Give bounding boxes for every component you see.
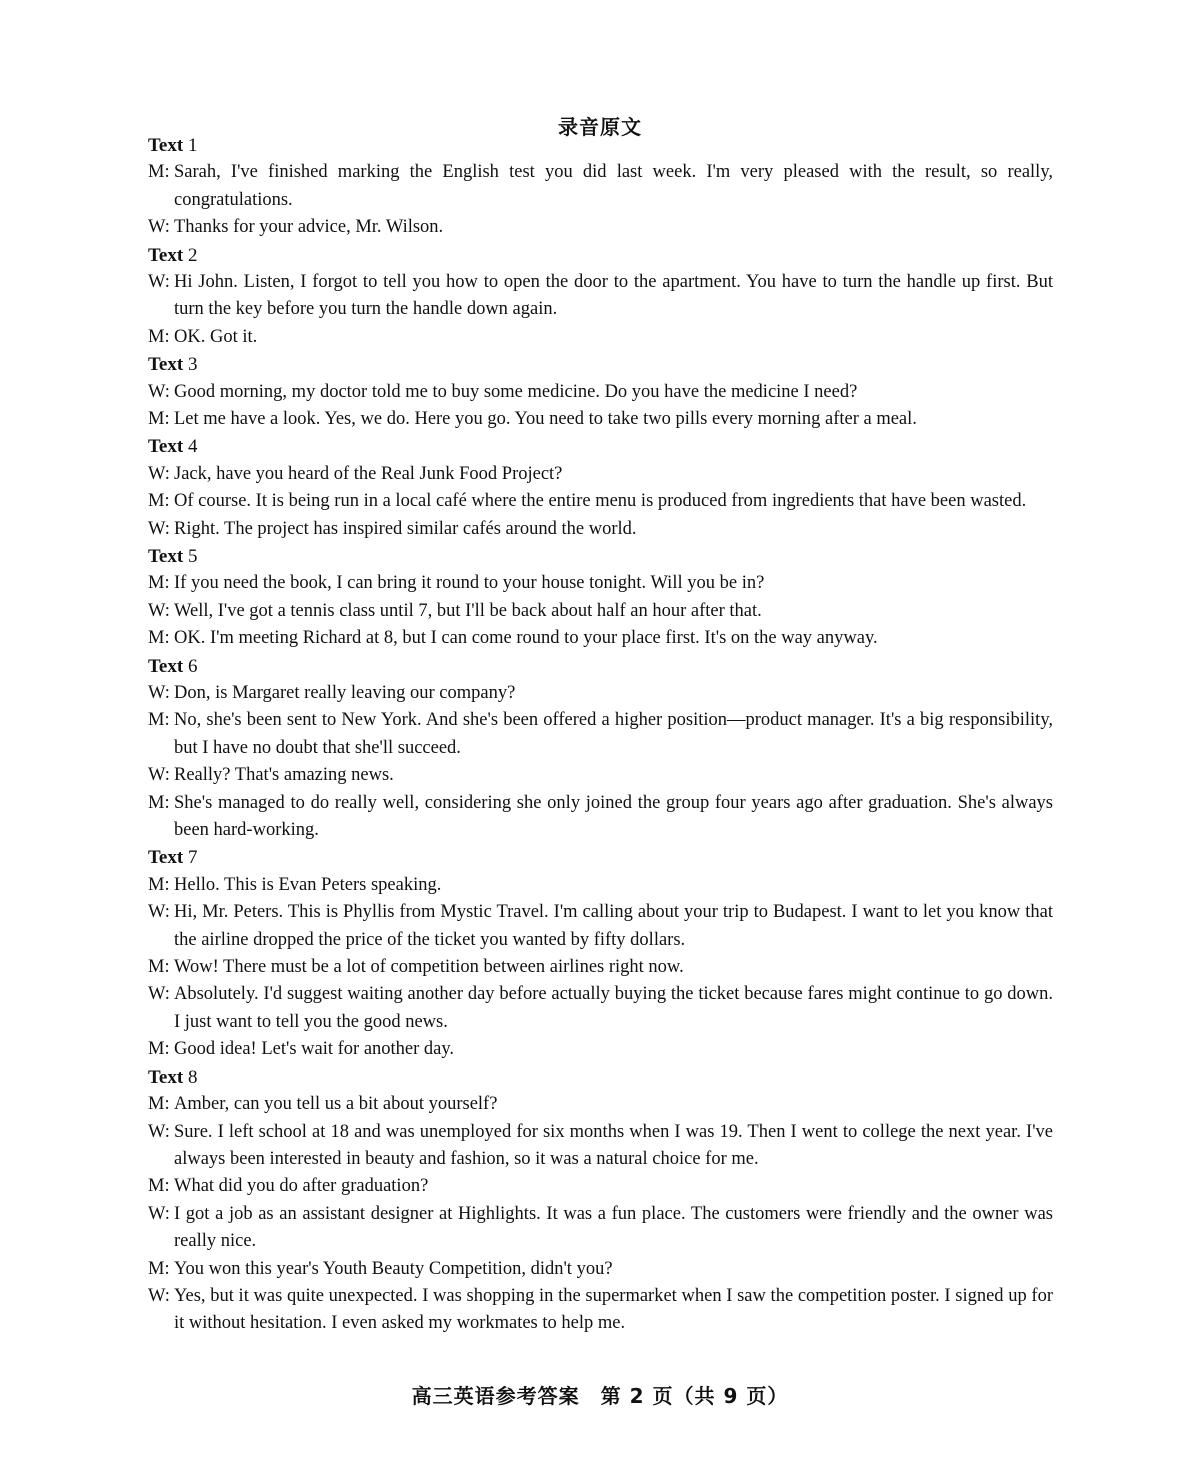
dialogue-text: Jack, have you heard of the Real Junk Food Project?	[174, 463, 563, 484]
dialogue-line	[148, 899, 1053, 954]
dialogue-text: Hello. This is Evan Peters speaking.	[174, 874, 442, 895]
section-heading	[148, 132, 1053, 159]
dialogue-text: No, she's been sent to New York. And she's been offered a higher position—product manager. It's a big responsibility, but I have no doubt that she'll succeed.	[174, 710, 1053, 758]
speaker-label: M:	[148, 792, 170, 813]
section-number: 6	[187, 655, 198, 677]
section-heading	[148, 1064, 1053, 1091]
speaker-label: W:	[148, 381, 170, 402]
section-heading-word: Text	[148, 244, 184, 266]
dialogue-text: Good morning, my doctor told me to buy some medicine. Do you have the medicine I need?	[174, 381, 858, 402]
text-section	[148, 653, 1053, 845]
dialogue-text: Hi John. Listen, I forgot to tell you how to open the door to the apartment. You have to turn the handle up first. But turn the key before you turn the handle down again.	[174, 272, 1053, 320]
speaker-label: M:	[148, 1094, 170, 1115]
section-number: 1	[187, 135, 198, 156]
dialogue-text: Hi, Mr. Peters. This is Phyllis from Mystic Travel. I'm calling about your trip to Budapest. I want to let you know that the airline dropped the price of the ticket you wanted by fifty dollars.	[174, 902, 1053, 950]
dialogue-line	[148, 1036, 1053, 1063]
speaker-label: W:	[148, 902, 170, 923]
dialogue-line	[148, 570, 1053, 597]
dialogue-line	[148, 1173, 1053, 1200]
section-number: 3	[187, 354, 198, 376]
dialogue-line	[148, 516, 1053, 543]
speaker-label: M:	[148, 1258, 170, 1279]
speaker-label: M:	[148, 162, 170, 183]
speaker-label: W:	[148, 518, 170, 539]
dialogue-text: Good idea! Let's wait for another day.	[174, 1039, 455, 1060]
dialogue-line	[148, 680, 1053, 707]
dialogue-text: Don, is Margaret really leaving our company?	[174, 683, 516, 704]
dialogue-text: Of course. It is being run in a local café where the entire menu is produced from ingredients that have been wasted.	[174, 491, 1027, 512]
dialogue-text: Sarah, I've finished marking the English test you did last week. I'm very pleased with the result, so really, congratulations.	[174, 162, 1053, 210]
dialogue-text: Let me have a look. Yes, we do. Here you go. You need to take two pills every morning after a meal.	[174, 409, 917, 430]
dialogue-text: OK. I'm meeting Richard at 8, but I can come round to your place first. It's on the way anyway.	[174, 628, 878, 649]
speaker-label: M:	[148, 326, 170, 347]
speaker-label: W:	[148, 984, 170, 1005]
speaker-label: W:	[148, 1285, 170, 1306]
dialogue-line	[148, 1201, 1053, 1256]
speaker-label: M:	[148, 409, 170, 430]
speaker-label: W:	[148, 765, 170, 786]
dialogue-line	[148, 379, 1053, 406]
speaker-label: W:	[148, 272, 170, 292]
dialogue-line	[148, 269, 1053, 324]
dialogue-line	[148, 625, 1053, 652]
dialogue-text: Really? That's amazing news.	[174, 765, 394, 786]
section-heading	[148, 242, 1053, 269]
dialogue-line	[148, 872, 1053, 899]
speaker-label: M:	[148, 957, 170, 978]
speaker-label: W:	[148, 683, 170, 704]
section-heading-word: Text	[148, 655, 184, 677]
speaker-label: W:	[148, 600, 170, 621]
dialogue-text: Well, I've got a tennis class until 7, but I'll be back about half an hour after that.	[174, 600, 762, 621]
text-section	[148, 351, 1053, 433]
text-section	[148, 242, 1053, 352]
dialogue-line	[148, 790, 1053, 845]
dialogue-line	[148, 598, 1053, 625]
speaker-label: M:	[148, 710, 170, 731]
text-section	[148, 543, 1053, 653]
text-section	[148, 844, 1053, 1063]
dialogue-text: If you need the book, I can bring it round to your house tonight. Will you be in?	[174, 573, 765, 594]
dialogue-text: Wow! There must be a lot of competition between airlines right now.	[174, 957, 684, 978]
speaker-label: M:	[148, 628, 170, 649]
page-title: 录音原文	[558, 115, 642, 139]
dialogue-text: Sure. I left school at 18 and was unemployed for six months when I was 19. Then I went to college the next year. I've always been interested in beauty and fashion, so it was a natural choice for me.	[174, 1121, 1053, 1169]
dialogue-text: You won this year's Youth Beauty Competition, didn't you?	[174, 1258, 613, 1279]
page-footer: 高三英语参考答案 第 2 页（共 9 页）	[411, 1384, 789, 1408]
dialogue-line	[148, 1256, 1053, 1283]
section-number: 4	[187, 436, 198, 458]
dialogue-line	[148, 1119, 1053, 1174]
speaker-label: M:	[148, 573, 170, 594]
speaker-label: M:	[148, 491, 170, 512]
dialogue-text: She's managed to do really well, considering she only joined the group four years ago after graduation. She's always been hard-working.	[174, 792, 1053, 841]
section-heading-word: Text	[148, 847, 184, 869]
dialogue-line	[148, 159, 1053, 214]
section-heading-word: Text	[148, 135, 184, 156]
speaker-label: M:	[148, 874, 170, 895]
dialogue-text: Yes, but it was quite unexpected. I was shopping in the supermarket when I saw the competition poster. I signed up for it without hesitation. I even asked my workmates to help me.	[174, 1285, 1053, 1334]
section-heading-word: Text	[148, 546, 184, 568]
speaker-label: W:	[148, 463, 170, 484]
section-number: 2	[187, 244, 198, 266]
dialogue-line	[148, 762, 1053, 789]
dialogue-text: I got a job as an assistant designer at Highlights. It was a fun place. The customers were friendly and the owner was really nice.	[174, 1203, 1053, 1252]
text-section	[148, 433, 1053, 543]
dialogue-line	[148, 214, 1053, 241]
section-heading	[148, 543, 1053, 570]
text-section	[148, 1064, 1053, 1338]
section-number: 7	[187, 847, 198, 869]
transcript-body	[148, 132, 1053, 1338]
dialogue-line	[148, 324, 1053, 351]
dialogue-line	[148, 707, 1053, 762]
dialogue-text: Absolutely. I'd suggest waiting another day before actually buying the ticket because fares might continue to go down. I just want to tell you the good news.	[174, 984, 1053, 1032]
dialogue-line	[148, 954, 1053, 981]
section-heading-word: Text	[148, 354, 184, 376]
section-heading-word: Text	[148, 1066, 184, 1088]
dialogue-text: Right. The project has inspired similar cafés around the world.	[174, 518, 637, 539]
dialogue-line	[148, 1091, 1053, 1118]
dialogue-line	[148, 981, 1053, 1036]
speaker-label: W:	[148, 1121, 170, 1142]
speaker-label: M:	[148, 1039, 170, 1060]
dialogue-text: Thanks for your advice, Mr. Wilson.	[174, 217, 444, 238]
speaker-label: M:	[148, 1176, 170, 1197]
section-number: 5	[187, 546, 198, 568]
speaker-label: W:	[148, 217, 170, 238]
section-number: 8	[187, 1066, 198, 1088]
dialogue-line	[148, 488, 1053, 515]
section-heading	[148, 433, 1053, 460]
text-section	[148, 132, 1053, 242]
dialogue-line	[148, 1283, 1053, 1338]
section-heading	[148, 351, 1053, 378]
dialogue-line	[148, 461, 1053, 488]
section-heading	[148, 844, 1053, 871]
dialogue-line	[148, 406, 1053, 433]
dialogue-text: Amber, can you tell us a bit about yourself?	[174, 1094, 498, 1115]
section-heading-word: Text	[148, 436, 184, 458]
dialogue-text: OK. Got it.	[174, 326, 258, 347]
section-heading	[148, 653, 1053, 680]
dialogue-text: What did you do after graduation?	[174, 1176, 429, 1197]
speaker-label: W:	[148, 1203, 170, 1224]
